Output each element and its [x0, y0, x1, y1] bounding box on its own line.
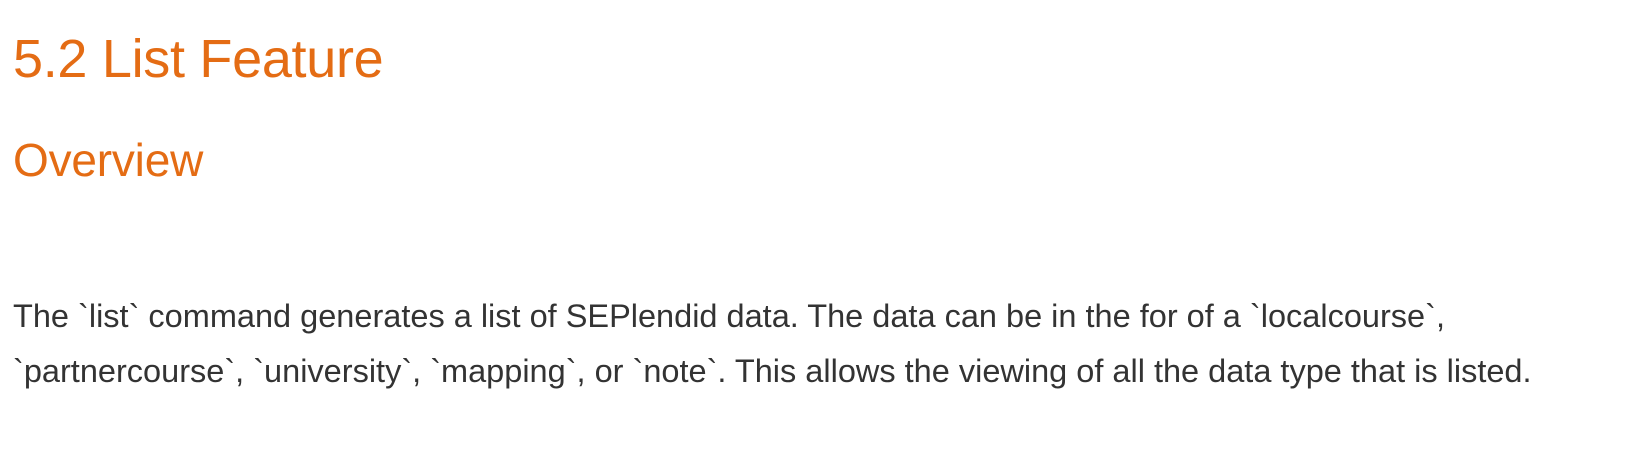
- section-heading-overview: Overview: [13, 134, 204, 186]
- overview-paragraph: The `list` command generates a list of SEPlendid data. The data can be in the for of a `localcourse`, `partnercourse`, `university`, `mapping`, or `note`. This allows the viewing of all the data type that is listed.: [13, 298, 1532, 389]
- page-title: 5.2 List Feature: [13, 29, 384, 89]
